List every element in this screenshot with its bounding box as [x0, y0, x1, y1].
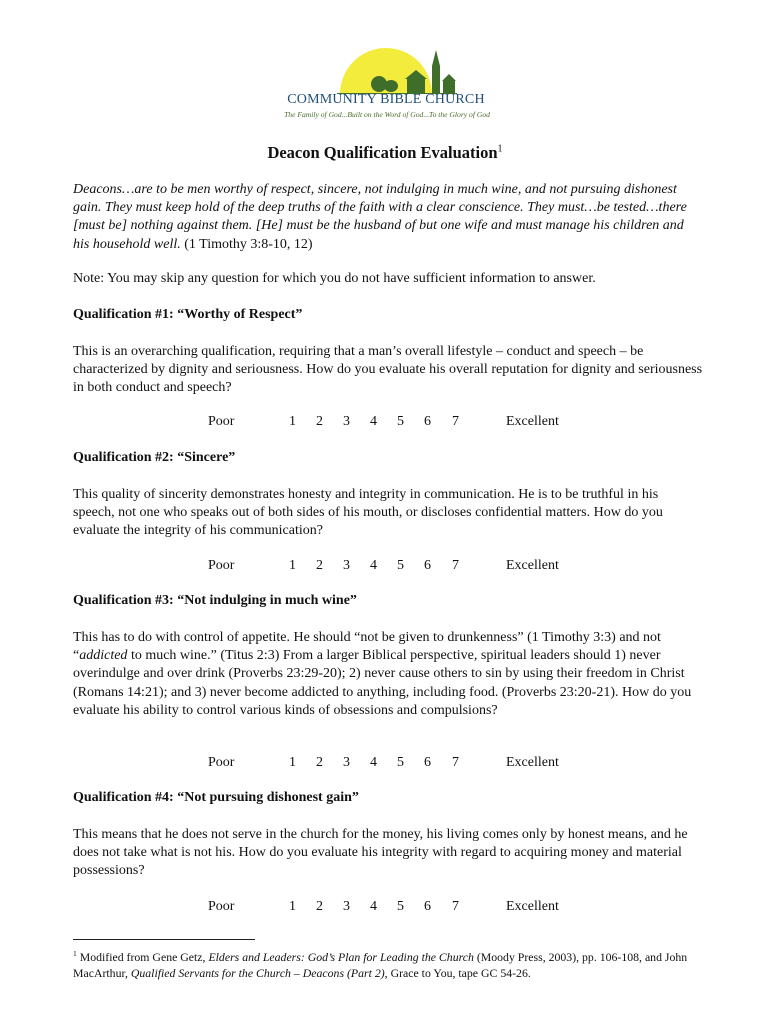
qualification-3-text-b: to much wine.” (Titus 2:3) From a larger Biblical perspective, spiritual leaders should 1) never overindulge and over drink (Proverbs 23:29-20); 2) never cause others to sin by using their freedom in Christ (Romans 14:21); and 3) never become addicted to anything, including food. (Proverbs 23:20-21). How do you evaluate his ability to control various kinds of obsessions and compulsions?	[73, 648, 692, 718]
qualification-2-heading: Qualification #2: “Sincere”	[73, 450, 236, 465]
intro-paragraph	[73, 181, 703, 254]
qualification-2-text: This quality of sincerity demonstrates honesty and integrity in communication. He is to be truthful in his speech, not one who speaks out of both sides of his mouth, or discloses confidential matters. How do you evaluate the integrity of his communication?	[73, 487, 663, 539]
footnote-part-1: Modified from Gene Getz,	[76, 949, 209, 964]
rating-option-6[interactable]: 6	[424, 899, 431, 914]
rating-option-4[interactable]: 4	[370, 755, 377, 770]
intro-scripture: Deacons…are to be men worthy of respect, sincere, not indulging in much wine, and not pursuing dishonest gain. They must keep hold of the deep truths of the faith with a clear conscience. They must…be tested…there [must be] nothing against them. [He] must be the husband of but one wife and must manage his children and his household well.	[73, 182, 687, 252]
qualification-3-text	[73, 629, 703, 720]
qualification-4-heading: Qualification #4: “Not pursuing dishonest gain”	[73, 790, 359, 805]
qualification-1-text: This is an overarching qualification, requiring that a man’s overall lifestyle – conduct and speech – be characterized by dignity and seriousness. How do you evaluate his overall reputation for dignity and seriousness in both conduct and speech?	[73, 344, 703, 396]
qualification-4-text: This means that he does not serve in the church for the money, his living comes only by honest means, and he does not take what is not his. How do you evaluate his integrity with regard to acquiring money and material possessions?	[73, 827, 688, 879]
rating-poor-label: Poor	[208, 558, 235, 573]
rating-option-7[interactable]: 7	[452, 558, 459, 573]
footnote-divider	[73, 939, 255, 940]
rating-option-4[interactable]: 4	[370, 414, 377, 429]
church-skyline-sun-icon	[337, 48, 457, 94]
footnote-book-1: Elders and Leaders: God’s Plan for Leading the Church	[208, 949, 474, 964]
note-text: Note: You may skip any question for which you do not have sufficient information to answer.	[73, 271, 596, 286]
rating-option-5[interactable]: 5	[397, 755, 404, 770]
rating-option-5[interactable]: 5	[397, 899, 404, 914]
rating-scale-3	[0, 755, 770, 773]
rating-option-3[interactable]: 3	[343, 899, 350, 914]
intro-reference: (1 Timothy 3:8-10, 12)	[180, 236, 313, 252]
rating-poor-label: Poor	[208, 899, 235, 914]
rating-scale-4	[0, 899, 770, 917]
qualification-3-text-emphasis: addicted	[79, 648, 128, 664]
rating-option-6[interactable]: 6	[424, 558, 431, 573]
rating-option-1[interactable]: 1	[289, 558, 296, 573]
logo-church-name: COMMUNITY BIBLE CHURCH	[287, 92, 485, 107]
rating-option-1[interactable]: 1	[289, 414, 296, 429]
rating-poor-label: Poor	[208, 414, 235, 429]
rating-option-5[interactable]: 5	[397, 414, 404, 429]
rating-poor-label: Poor	[208, 755, 235, 770]
title-footnote-mark: 1	[497, 143, 503, 155]
rating-excellent-label: Excellent	[506, 558, 559, 573]
rating-option-7[interactable]: 7	[452, 414, 459, 429]
rating-option-2[interactable]: 2	[316, 899, 323, 914]
rating-option-1[interactable]: 1	[289, 755, 296, 770]
rating-option-4[interactable]: 4	[370, 899, 377, 914]
logo-tagline: The Family of God...Built on the Word of God...To the Glory of God	[284, 110, 490, 119]
rating-option-5[interactable]: 5	[397, 558, 404, 573]
rating-option-3[interactable]: 3	[343, 558, 350, 573]
rating-scale-2	[0, 558, 770, 576]
footnote-part-3: , Grace to You, tape GC 54-26.	[384, 966, 531, 981]
rating-option-2[interactable]: 2	[316, 414, 323, 429]
rating-option-1[interactable]: 1	[289, 899, 296, 914]
rating-option-4[interactable]: 4	[370, 558, 377, 573]
rating-option-3[interactable]: 3	[343, 755, 350, 770]
footnote-part-2: (Moody Press, 2003), pp. 106-108, and John MacArthur,	[73, 949, 688, 981]
qualification-3-heading: Qualification #3: “Not indulging in much wine”	[73, 593, 357, 608]
rating-scale-1	[0, 414, 770, 432]
rating-option-7[interactable]: 7	[452, 755, 459, 770]
rating-excellent-label: Excellent	[506, 899, 559, 914]
qualification-3-text-a: This has to do with control of appetite. He should “not be given to drunkenness” (1 Timothy 3:3) and not “	[73, 630, 661, 664]
rating-excellent-label: Excellent	[506, 414, 559, 429]
church-logo	[282, 48, 492, 122]
rating-option-2[interactable]: 2	[316, 558, 323, 573]
rating-option-6[interactable]: 6	[424, 755, 431, 770]
rating-option-6[interactable]: 6	[424, 414, 431, 429]
footnote-mark: 1	[73, 949, 77, 958]
rating-option-3[interactable]: 3	[343, 414, 350, 429]
page-title	[0, 143, 770, 163]
rating-excellent-label: Excellent	[506, 755, 559, 770]
qualification-1-heading: Qualification #1: “Worthy of Respect”	[73, 307, 303, 322]
footnote-book-2: Qualified Servants for the Church – Deacons (Part 2)	[130, 966, 385, 981]
title-text: Deacon Qualification Evaluation	[267, 143, 498, 162]
rating-option-7[interactable]: 7	[452, 899, 459, 914]
footnote	[73, 946, 713, 982]
rating-option-2[interactable]: 2	[316, 755, 323, 770]
